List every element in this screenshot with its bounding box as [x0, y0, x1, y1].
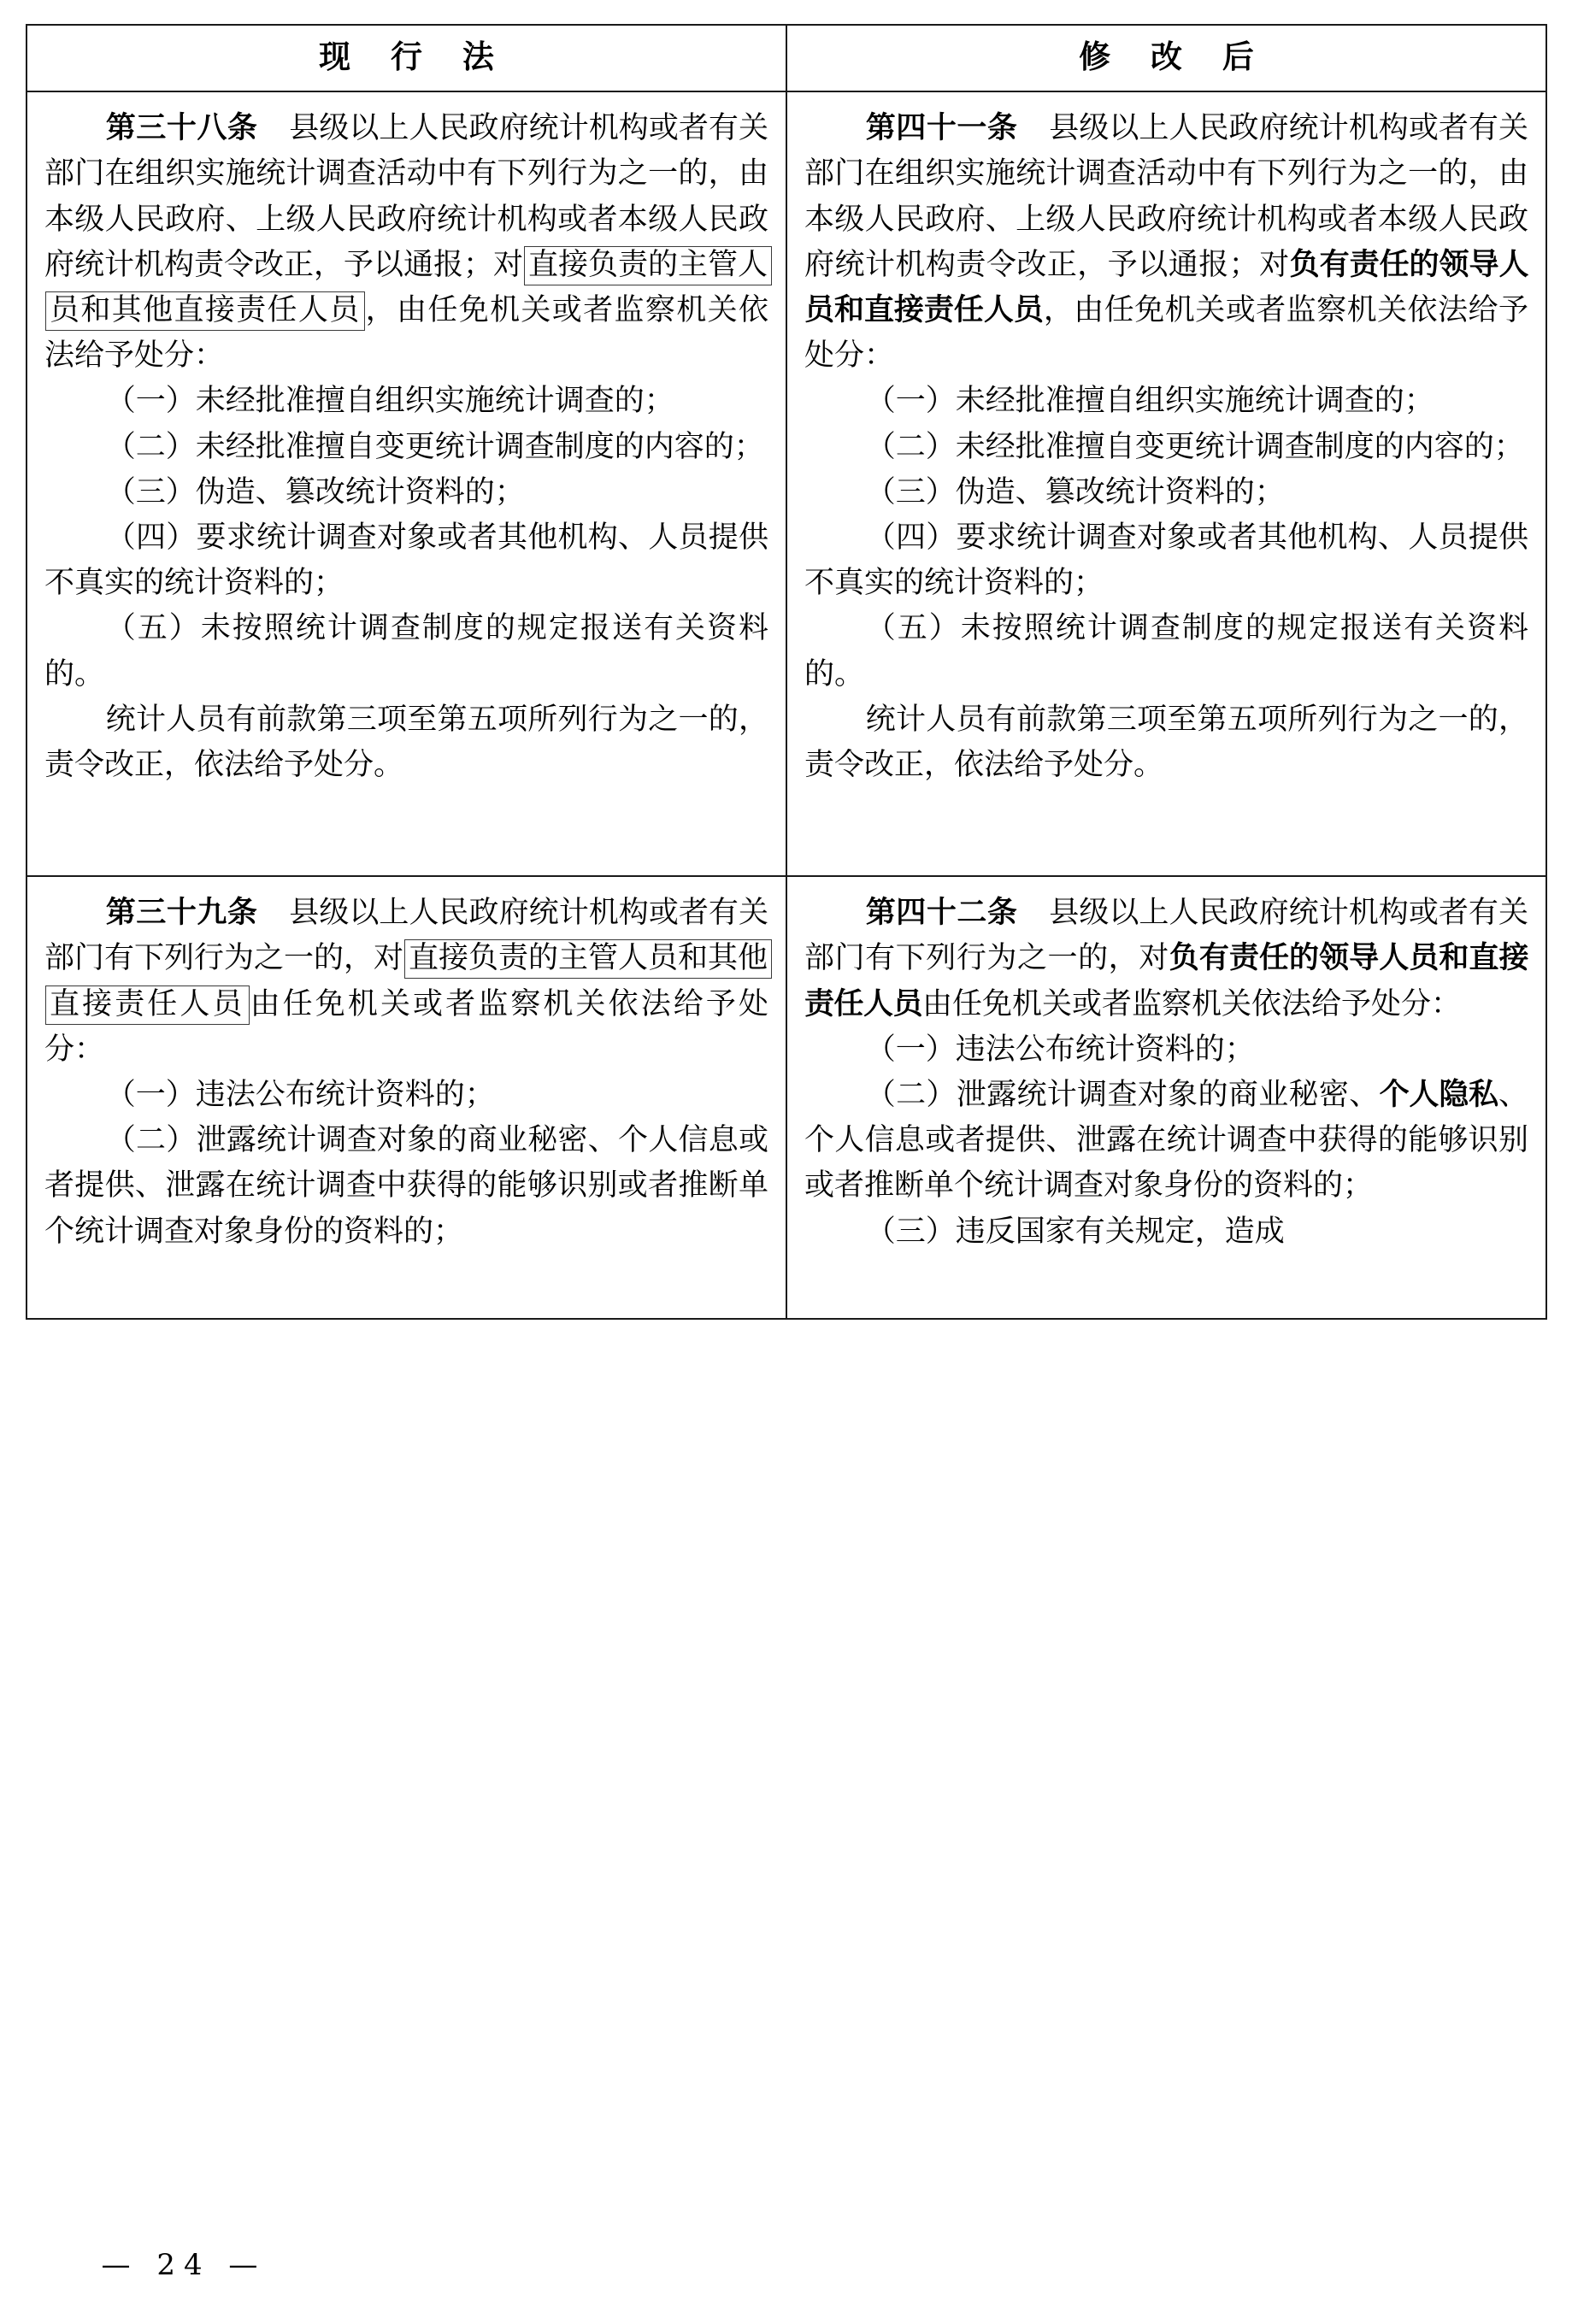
article-number-label: 第三十九条 [105, 896, 258, 931]
article-number-label: 第四十一条 [865, 111, 1018, 146]
list-item: （一）未经批准擅自组织实施统计调查的； [105, 384, 674, 419]
list-item: （一）违法公布统计资料的； [865, 1032, 1255, 1067]
article-number-label: 第三十八条 [105, 111, 258, 146]
article-lead-text-pre: 县级以上人民政府统计机构或者有关部门在组织实施统计调查活动中有下列行为之一的，由本级人民政府、上级人民政府统计机构或者本级人民政府统计机构责令改正，予以通报；对 [44, 111, 768, 282]
list-item: （二）未经批准擅自变更统计调查制度的内容的； [865, 429, 1524, 464]
article-lead-text-pre: 县级以上人民政府统计机构或者有关部门在组织实施统计调查活动中有下列行为之一的，由本级人民政府、上级人民政府统计机构或者本级人民政府统计机构责令改正，予以通报；对 [804, 111, 1528, 282]
article-lead-text-post: 由任免机关或者监察机关依法给予处分： [44, 986, 768, 1067]
list-item: （五）未按照统计调查制度的规定报送有关资料的。 [44, 611, 768, 691]
cell-amended-article-42 [786, 876, 1546, 1319]
cell-current-article-39 [26, 876, 786, 1319]
list-item-text-pre: （二）泄露统计调查对象的商业秘密、 [865, 1078, 1380, 1112]
article-lead-text-pre: 县级以上人民政府统计机构或者有关部门有下列行为之一的，对 [804, 896, 1528, 976]
table-header-row [26, 25, 1546, 91]
article-lead-paragraph [44, 106, 768, 379]
list-item: （三）伪造、篡改统计资料的； [105, 474, 525, 509]
cell-body [787, 92, 1546, 875]
article-lead-text-post: 由任免机关或者监察机关依法给予处分： [922, 986, 1462, 1021]
article-lead-text-pre: 县级以上人民政府统计机构或者有关部门有下列行为之一的，对 [44, 896, 768, 976]
cell-current-article-38 [26, 91, 786, 876]
list-item: （二）泄露统计调查对象的商业秘密、个人信息或者提供、泄露在统计调查中获得的能够识别或者推断单个统计调查对象身份的资料的； [44, 1123, 768, 1249]
list-item-text-post: 、个人信息或者提供、泄露在统计调查中获得的能够识别或者推断单个统计调查对象身份的资料的； [804, 1078, 1528, 1203]
amended-wording-bold: 负有责任的领导人员和直接责任人员 [804, 941, 1528, 1021]
cell-body [787, 877, 1546, 1318]
law-comparison-table [26, 24, 1547, 1320]
article-tail-paragraph: 统计人员有前款第三项至第五项所列行为之一的，责令改正，依法给予处分。 [804, 702, 1528, 782]
article-tail-paragraph: 统计人员有前款第三项至第五项所列行为之一的，责令改正，依法给予处分。 [44, 702, 768, 782]
list-item [804, 1073, 1528, 1209]
amended-wording-bold: 个人隐私 [1379, 1078, 1498, 1112]
deleted-wording-box: 直接负责的主管人员和其他直接责任人员 [45, 939, 772, 1024]
deleted-wording-box: 直接负责的主管人员和其他直接责任人员 [45, 246, 772, 331]
list-item: （一）未经批准擅自组织实施统计调查的； [865, 384, 1434, 419]
table-row [26, 91, 1546, 876]
list-item: （五）未按照统计调查制度的规定报送有关资料的。 [804, 611, 1528, 691]
column-header-amended-law [786, 25, 1546, 91]
article-lead-paragraph [804, 106, 1528, 379]
article-lead-text-post: ，由任免机关或者监察机关依法给予处分： [44, 293, 768, 374]
table-row [26, 876, 1546, 1319]
amended-wording-bold: 负有责任的领导人员和直接责任人员 [804, 247, 1528, 327]
list-item: （三）违反国家有关规定，造成 [865, 1214, 1285, 1249]
article-number-label: 第四十二条 [865, 896, 1018, 931]
list-item: （二）未经批准擅自变更统计调查制度的内容的； [105, 429, 764, 464]
column-header-current-law-label: 现 行 法 [319, 38, 509, 75]
list-item: （四）要求统计调查对象或者其他机构、人员提供不真实的统计资料的； [804, 520, 1528, 601]
article-lead-text-post: ，由任免机关或者监察机关依法给予处分： [804, 293, 1528, 374]
article-lead-paragraph [44, 891, 768, 1073]
article-lead-paragraph [804, 891, 1528, 1027]
list-item: （四）要求统计调查对象或者其他机构、人员提供不真实的统计资料的； [44, 520, 768, 601]
list-item: （三）伪造、篡改统计资料的； [865, 474, 1285, 509]
column-header-amended-law-label: 修 改 后 [1079, 38, 1269, 75]
list-item: （一）违法公布统计资料的； [105, 1078, 495, 1112]
cell-body [27, 877, 786, 1318]
cell-body [27, 92, 786, 875]
column-header-current-law [26, 25, 786, 91]
cell-amended-article-41 [786, 91, 1546, 876]
page-number: — 24 — [101, 2248, 267, 2282]
